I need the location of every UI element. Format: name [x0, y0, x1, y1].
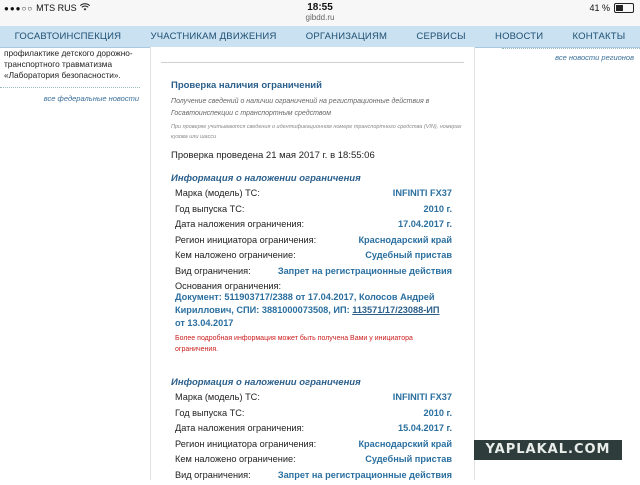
left-sidebar — [0, 48, 145, 104]
grounds-label: Основания ограничения: — [171, 281, 456, 291]
grounds-text — [171, 291, 450, 330]
info-row-imposed-by — [171, 454, 456, 470]
row-label: Регион инициатора ограничения: — [175, 235, 316, 245]
row-value: 17.04.2017 г. — [398, 219, 452, 229]
row-label: Марка (модель) ТС: — [175, 188, 260, 198]
row-value: Судебный пристав — [365, 454, 452, 464]
info-row-date — [171, 219, 456, 235]
more-info-note: Более подробная информация может быть получена Вами у инициатора ограничения. — [171, 333, 425, 355]
row-label: Вид ограничения: — [175, 266, 251, 276]
restriction-block — [171, 377, 456, 485]
row-label: Дата наложения ограничения: — [175, 423, 304, 433]
info-row-model — [171, 188, 456, 204]
nav-item-organizations[interactable]: ОРГАНИЗАЦИЯМ — [306, 31, 387, 42]
check-timestamp: Проверка проведена 21 мая 2017 г. в 18:55:06 — [171, 150, 375, 161]
check-note: При проверке учитываются сведения о идентификационном номере транспортного средства (VIN), номерах кузова или шасси — [171, 122, 471, 142]
check-title: Проверка наличия ограничений — [171, 80, 322, 91]
check-description: Получение сведений о наличии ограничений на регистрационные действия в Госавтоинспекции с транспортным средством — [171, 96, 471, 120]
row-value: Краснодарский край — [358, 439, 452, 449]
row-label: Кем наложено ограничение: — [175, 454, 296, 464]
row-value: INFINITI FX37 — [393, 392, 452, 402]
info-row-type — [171, 266, 456, 282]
battery-percent: 41 % — [589, 3, 610, 13]
info-row-imposed-by — [171, 250, 456, 266]
nav-item-news[interactable]: НОВОСТИ — [495, 31, 543, 42]
divider — [0, 87, 140, 88]
info-row-type — [171, 470, 456, 485]
divider — [502, 48, 640, 49]
carrier-name: MTS RUS — [36, 3, 77, 13]
row-label: Год выпуска ТС: — [175, 408, 244, 418]
nav-item-services[interactable]: СЕРВИСЫ — [416, 31, 465, 42]
status-bar-center — [0, 2, 640, 23]
row-value: Запрет на регистрационные действия — [278, 470, 452, 480]
status-bar — [0, 0, 640, 26]
watermark-logo: YAPLAKAL.COM — [474, 440, 622, 460]
main-content — [150, 47, 475, 480]
main-nav — [0, 26, 640, 48]
divider — [161, 62, 464, 63]
info-row-region — [171, 439, 456, 455]
info-row-year — [171, 408, 456, 424]
row-label: Дата наложения ограничения: — [175, 219, 304, 229]
news-snippet[interactable]: профилактике детского дорожно-транспортного травматизма «Лаборатория безопасности». — [0, 48, 145, 81]
nav-item-gosavtoinspekciya[interactable]: ГОСАВТОИНСПЕКЦИЯ — [15, 31, 122, 42]
grounds-text-part: Документ: 511903717/2388 от 17.04.2017, Колосов Андрей Кириллович, СПИ: 3881000073508, ИП: — [175, 292, 434, 315]
row-label: Вид ограничения: — [175, 470, 251, 480]
info-row-region — [171, 235, 456, 251]
row-value: 2010 г. — [424, 204, 452, 214]
restriction-title: Информация о наложении ограничения — [171, 173, 456, 184]
row-value: 2010 г. — [424, 408, 452, 418]
address-bar-url[interactable]: gibdd.ru — [0, 13, 640, 23]
restriction-block — [171, 173, 456, 355]
info-row-date — [171, 423, 456, 439]
row-label: Марка (модель) ТС: — [175, 392, 260, 402]
row-label: Регион инициатора ограничения: — [175, 439, 316, 449]
info-row-year — [171, 204, 456, 220]
grounds-text-part: от 13.04.2017 — [175, 318, 233, 328]
nav-item-contacts[interactable]: КОНТАКТЫ — [573, 31, 626, 42]
row-value: 15.04.2017 г. — [398, 423, 452, 433]
signal-strength-icon: ●●●○○ — [4, 4, 33, 13]
info-row-model — [171, 392, 456, 408]
all-regional-news-link[interactable]: все новости регионов — [500, 53, 640, 62]
enforcement-case-link[interactable]: 113571/17/23088-ИП — [352, 305, 439, 315]
row-value: INFINITI FX37 — [393, 188, 452, 198]
row-value: Судебный пристав — [365, 250, 452, 260]
clock: 18:55 — [0, 2, 640, 13]
restriction-title: Информация о наложении ограничения — [171, 377, 456, 388]
nav-item-participants[interactable]: УЧАСТНИКАМ ДВИЖЕНИЯ — [151, 31, 277, 42]
row-value: Запрет на регистрационные действия — [278, 266, 452, 276]
row-label: Год выпуска ТС: — [175, 204, 244, 214]
row-label: Кем наложено ограничение: — [175, 250, 296, 260]
battery-level — [616, 5, 623, 11]
right-sidebar — [500, 48, 640, 62]
all-federal-news-link[interactable]: все федеральные новости — [0, 93, 145, 104]
row-value: Краснодарский край — [358, 235, 452, 245]
battery-icon — [614, 3, 634, 13]
status-bar-right — [589, 3, 634, 13]
